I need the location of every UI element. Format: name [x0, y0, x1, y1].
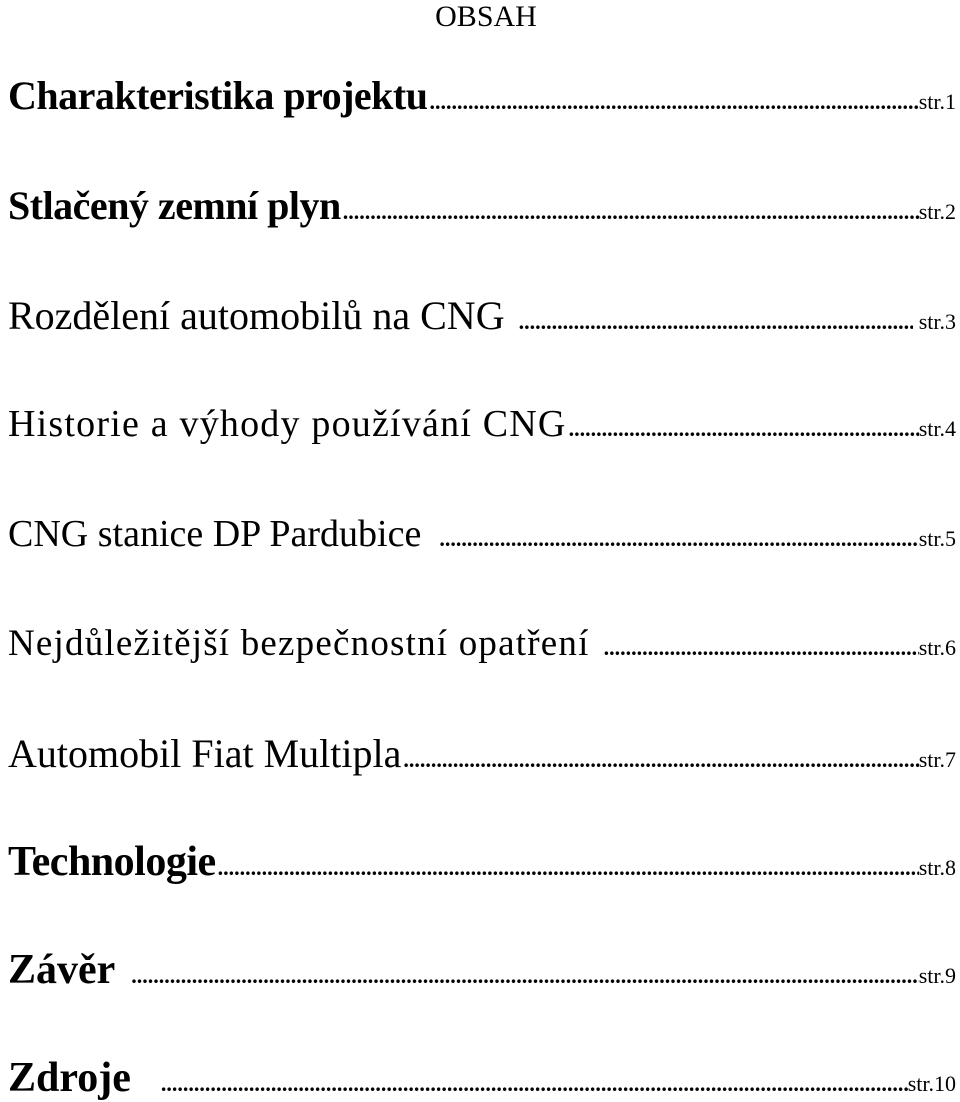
toc-leader-dots [403, 747, 918, 773]
toc-page-number: str.1 [918, 89, 956, 114]
page-title: OBSAH [435, 0, 537, 33]
toc-page-number: str.5 [918, 526, 956, 551]
toc-entry-fiat-multipla[interactable] [8, 730, 956, 777]
toc-page-number: str.8 [918, 855, 956, 880]
toc-entry-title: Automobil Fiat Multipla [8, 731, 402, 776]
toc-entry-title: Historie a výhody používání CNG [8, 403, 567, 445]
toc-leader-dots [519, 309, 913, 335]
toc-entry-rozdeleni[interactable] [8, 292, 956, 339]
toc-entry-historie[interactable] [8, 402, 956, 446]
toc-page-number: str.4 [918, 416, 956, 441]
toc-page-number: str.2 [918, 199, 956, 224]
toc-leader-dots [604, 635, 919, 661]
toc-leader-dots [218, 855, 919, 881]
toc-page-number: str.9 [918, 963, 956, 988]
toc-page-number: str.6 [918, 635, 956, 660]
toc-page-number: str.10 [907, 1071, 956, 1096]
toc-entry-technologie[interactable] [8, 838, 956, 886]
toc-entry-bezpecnostni-opatreni[interactable] [8, 622, 956, 665]
toc-leader-dots [569, 416, 919, 442]
toc-entry-zaver[interactable] [8, 946, 956, 994]
toc-entry-stlaceny-plyn[interactable] [8, 182, 956, 229]
toc-entry-title: Stlačený zemní plyn [8, 183, 341, 228]
toc-entry-title: Charakteristika projektu [8, 73, 428, 118]
toc-entry-title: Nejdůležitější bezpečnostní opatření [8, 623, 590, 664]
toc-entry-title: Závěr [8, 947, 116, 993]
toc-entry-zdroje[interactable] [8, 1054, 956, 1102]
toc-leader-dots [343, 199, 919, 225]
toc-page-number: str.7 [918, 747, 956, 772]
toc-entry-title: Technologie [8, 839, 216, 885]
toc-leader-dots [131, 963, 918, 989]
toc-entry-cng-stanice[interactable] [8, 512, 956, 556]
toc-entry-title: Zdroje [8, 1055, 131, 1101]
toc-entry-title: CNG stanice DP Pardubice [8, 513, 422, 555]
toc-entry-charakteristika[interactable] [8, 72, 956, 119]
toc-leader-dots [429, 89, 918, 115]
toc-leader-dots [439, 526, 918, 552]
toc-entry-title: Rozdělení automobilů na CNG [8, 293, 505, 338]
toc-leader-dots [161, 1071, 908, 1097]
toc-page-number: str.3 [918, 309, 956, 334]
